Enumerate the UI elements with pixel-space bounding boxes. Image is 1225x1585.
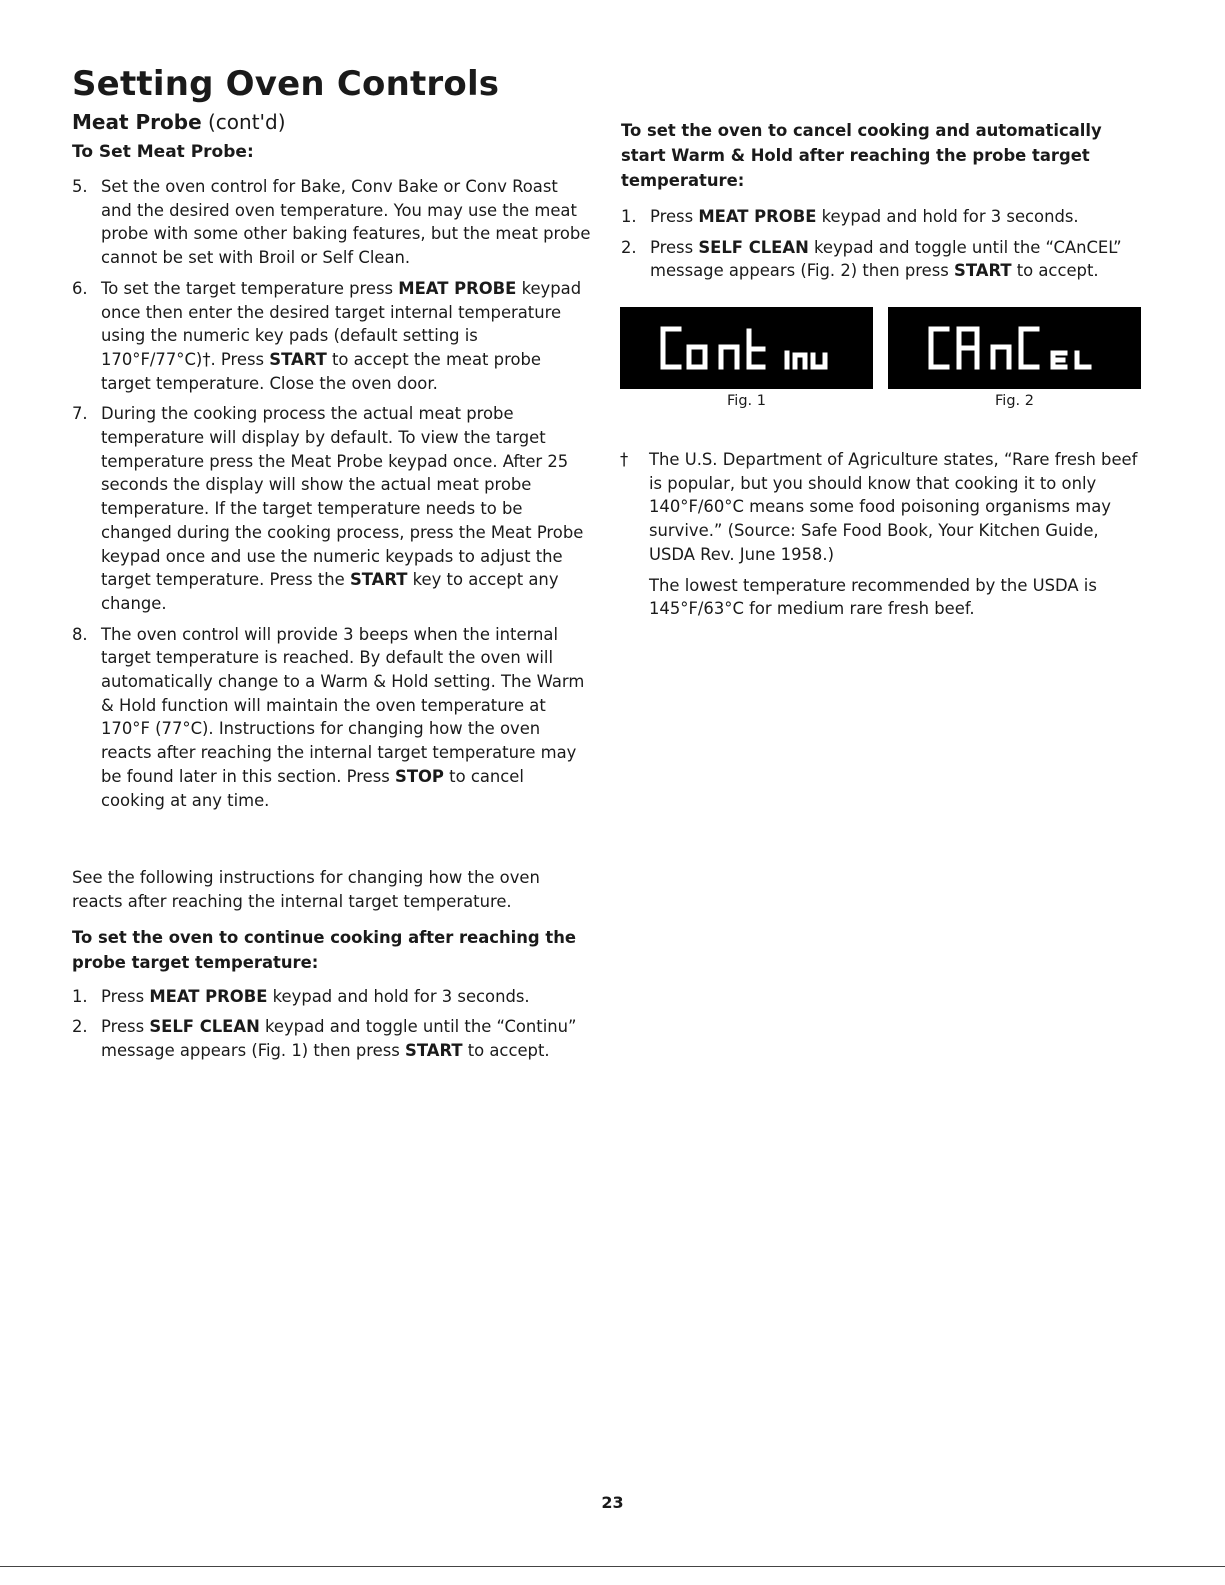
step-number: 8. (72, 624, 88, 644)
page-title: Setting Oven Controls (72, 64, 500, 104)
step-text: keypad once then enter the desired target internal temperature using the numeric key pads (default setting is 170°F/77°C)†. Press (101, 278, 582, 369)
set-meat-probe-heading: To Set Meat Probe: (72, 142, 254, 162)
figure-2 (888, 307, 1141, 409)
display-continu (620, 307, 873, 389)
step-keyword: SELF CLEAN (149, 1017, 260, 1037)
step-item (72, 402, 592, 615)
step-number: 2. (621, 237, 637, 257)
subtitle-bold: Meat Probe (72, 110, 202, 134)
step-keyword: STOP (395, 766, 444, 786)
step-keyword: MEAT PROBE (698, 207, 817, 226)
right-column (621, 118, 1151, 290)
step-number: 1. (621, 207, 637, 226)
section-subtitle (72, 110, 592, 134)
step-number: 5. (72, 177, 88, 196)
step-keyword: MEAT PROBE (149, 986, 268, 1006)
meat-probe-steps (72, 175, 592, 812)
usda-footnote (620, 448, 1140, 628)
step-text: keypad and toggle until the “Continu” message appears (Fig. 1) then press (101, 1017, 577, 1061)
step-text: Press (650, 237, 699, 257)
continue-cooking-steps (72, 985, 592, 1063)
continue-cooking-heading: To set the oven to continue cooking after reaching the probe target temperature: (72, 927, 576, 972)
step-text: Press (101, 986, 150, 1006)
step-keyword: START (405, 1041, 463, 1061)
step-text: to accept. (462, 1041, 550, 1061)
step-item (621, 205, 1151, 229)
step-keyword: START (269, 349, 327, 369)
segment-display-cancel-icon (925, 323, 1105, 373)
left-column (72, 110, 592, 1070)
step-keyword: MEAT PROBE (398, 278, 517, 298)
step-number: 7. (72, 404, 88, 424)
display-cancel (888, 307, 1141, 389)
step-item (72, 277, 592, 396)
step-text: keypad and hold for 3 seconds. (267, 986, 530, 1006)
step-text: To set the target temperature press (101, 278, 399, 298)
footnote-text: The U.S. Department of Agriculture states, “Rare fresh beef is popular, but you should know that cooking it to only 140°F/60°C means some food poisoning organisms may survive.” (Source: Safe Food Book, Your Kitchen Guide, USDA Rev. June 1958.) (649, 450, 1138, 564)
segment-display-continu-icon (657, 323, 837, 373)
step-text: to accept. (1011, 261, 1099, 281)
dagger-mark: † (620, 450, 629, 469)
display-figures (620, 307, 1142, 417)
figure-1-caption: Fig. 1 (727, 393, 766, 409)
figure-2-caption: Fig. 2 (995, 393, 1034, 409)
step-item (72, 985, 592, 1009)
step-keyword: SELF CLEAN (698, 237, 809, 257)
cancel-cooking-heading: To set the oven to cancel cooking and automatically start Warm & Hold after reaching the probe target temperature: (621, 121, 1102, 190)
step-number: 2. (72, 1017, 88, 1037)
step-text: The oven control will provide 3 beeps when the internal target temperature is reached. By default the oven will automatically change to a Warm & Hold setting. The Warm & Hold function will maintain the oven temperature at 170°F (77°C). Instructions for changing how the oven reacts after reaching the internal target temperature may be found later in this section. Press (101, 624, 585, 786)
step-text: keypad and hold for 3 seconds. (816, 207, 1079, 226)
step-item (72, 1015, 592, 1062)
footnote-text-2: The lowest temperature recommended by the USDA is 145°F/63°C for medium rare fresh beef. (649, 575, 1097, 619)
subtitle-rest: (cont'd) (201, 110, 286, 134)
step-text: Set the oven control for Bake, Conv Bake or Conv Roast and the desired oven temperature. You may use the meat probe with some other baking features, but the meat probe cannot be set with Broil or Self Clean. (101, 177, 591, 268)
cancel-cooking-steps (621, 205, 1151, 283)
see-following-text: See the following instructions for changing how the oven reacts after reaching the internal target temperature. (72, 868, 540, 911)
step-text: Press (650, 207, 699, 226)
step-number: 1. (72, 986, 88, 1006)
step-text: to cancel cooking at any time. (101, 766, 524, 810)
step-text: Press (101, 1017, 150, 1037)
figure-1 (620, 307, 873, 409)
step-text: key to accept any change. (101, 570, 559, 613)
step-text: keypad and toggle until the “CAnCEL” message appears (Fig. 2) then press (650, 237, 1122, 281)
footnote-item-2 (620, 574, 1140, 621)
step-item (72, 175, 592, 270)
step-number: 6. (72, 278, 88, 298)
step-text: to accept the meat probe target temperature. Close the oven door. (101, 349, 541, 393)
step-item (621, 236, 1151, 283)
step-text: During the cooking process the actual meat probe temperature will display by default. To view the target temperature press the Meat Probe keypad once. After 25 seconds the display will show the actual meat probe temperature. If the target temperature needs to be changed during the cooking process, press the Meat Probe keypad once and use the numeric keypads to adjust the target temperature. Press the (101, 404, 584, 590)
footnote-item (620, 448, 1140, 567)
step-keyword: START (954, 261, 1012, 281)
bottom-rule (0, 1566, 1225, 1567)
step-keyword: START (349, 570, 408, 590)
page-number: 23 (601, 1493, 624, 1512)
step-item (72, 623, 592, 813)
